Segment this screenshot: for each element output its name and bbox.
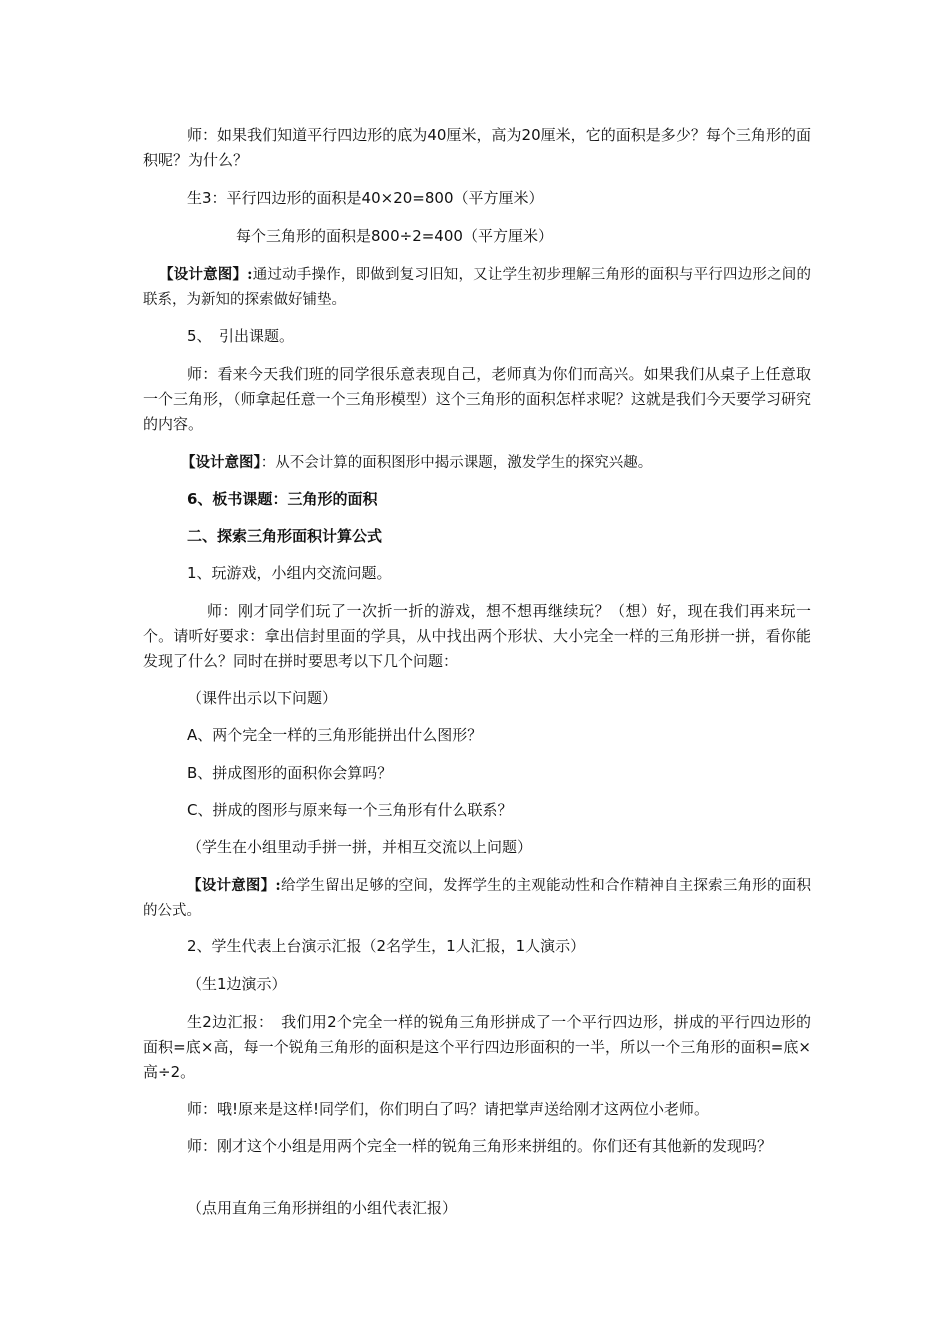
- paragraph-student2-report: 生2边汇报： 我们用2个完全一样的锐角三角形拼成了一个平行四边形，拼成的平行四边形的面积=底×高，每一个锐角三角形的面积是这个平行四边形面积的一半，所以一个三角形的面积=底×高÷2。: [143, 1013, 811, 1081]
- paragraph-design-intent-1: [143, 262, 811, 313]
- paragraph-teacher-praise: 师：哦!原来是这样!同学们，你们明白了吗？请把掌声送给刚才这两位小老师。: [187, 1100, 710, 1118]
- design-intent-label: 【设计意图】:: [159, 266, 253, 283]
- paragraph-student3-answer: 生3：平行四边形的面积是40×20=800（平方厘米）: [187, 189, 544, 207]
- paragraph-step-1: 1、玩游戏，小组内交流问题。: [187, 564, 392, 582]
- design-intent-label: 【设计意图】: [181, 454, 261, 471]
- paragraph-design-intent-3: [143, 873, 811, 924]
- design-intent-text: 给学生留出足够的空间，发挥学生的主观能动性和合作精神自主探索三角形的面积的公式。: [143, 878, 811, 919]
- heading-board-title: 6、板书课题：三角形的面积: [187, 490, 378, 508]
- question-b: B、拼成图形的面积你会算吗？: [187, 764, 393, 782]
- paragraph-courseware: （课件出示以下问题）: [187, 689, 338, 707]
- paragraph-teacher-question: 师：如果我们知道平行四边形的底为40厘米，高为20厘米，它的面积是多少？每个三角形的面积呢？为什么？: [143, 126, 811, 169]
- heading-section-two: 二、探索三角形面积计算公式: [187, 527, 383, 545]
- paragraph-student1-demo: （生1边演示）: [187, 975, 287, 993]
- paragraph-step-2: 2、学生代表上台演示汇报（2名学生，1人汇报，1人演示）: [187, 937, 586, 955]
- design-intent-text: ：从不会计算的面积图形中揭示课题，激发学生的探究兴趣。: [260, 455, 653, 471]
- paragraph-teacher-intro: 师：看来今天我们班的同学很乐意表现自己，老师真为你们而高兴。如果我们从桌子上任意取一个三角形，（师拿起任意一个三角形模型）这个三角形的面积怎样求呢？这就是我们今天要学习研究的内容。: [143, 365, 811, 433]
- paragraph-teacher-other-findings: 师：刚才这个小组是用两个完全一样的锐角三角形来拼组的。你们还有其他新的发现吗？: [187, 1137, 773, 1155]
- design-intent-label: 【设计意图】:: [187, 877, 281, 894]
- paragraph-teacher-game: 师：刚才同学们玩了一次折一折的游戏，想不想再继续玩？（想）好，现在我们再来玩一个。请听好要求：拿出信封里面的学具，从中找出两个形状、大小完全一样的三角形拼一拼，看你能发现了什么？同时在拼时要思考以下几个问题：: [143, 602, 811, 670]
- question-a: A、两个完全一样的三角形能拼出什么图形？: [187, 726, 483, 744]
- paragraph-group-work: （学生在小组里动手拼一拼，并相互交流以上问题）: [187, 838, 533, 856]
- paragraph-step-5: 5、 引出课题。: [187, 327, 295, 345]
- paragraph-triangle-area: 每个三角形的面积是800÷2=400（平方厘米）: [236, 227, 553, 245]
- paragraph-right-triangle-report: （点用直角三角形拼组的小组代表汇报）: [187, 1199, 458, 1217]
- design-intent-text: 通过动手操作，即做到复习旧知，又让学生初步理解三角形的面积与平行四边形之间的联系，为新知的探索做好铺垫。: [143, 267, 811, 308]
- question-c: C、拼成的图形与原来每一个三角形有什么联系？: [187, 801, 513, 819]
- paragraph-design-intent-2: [143, 450, 811, 476]
